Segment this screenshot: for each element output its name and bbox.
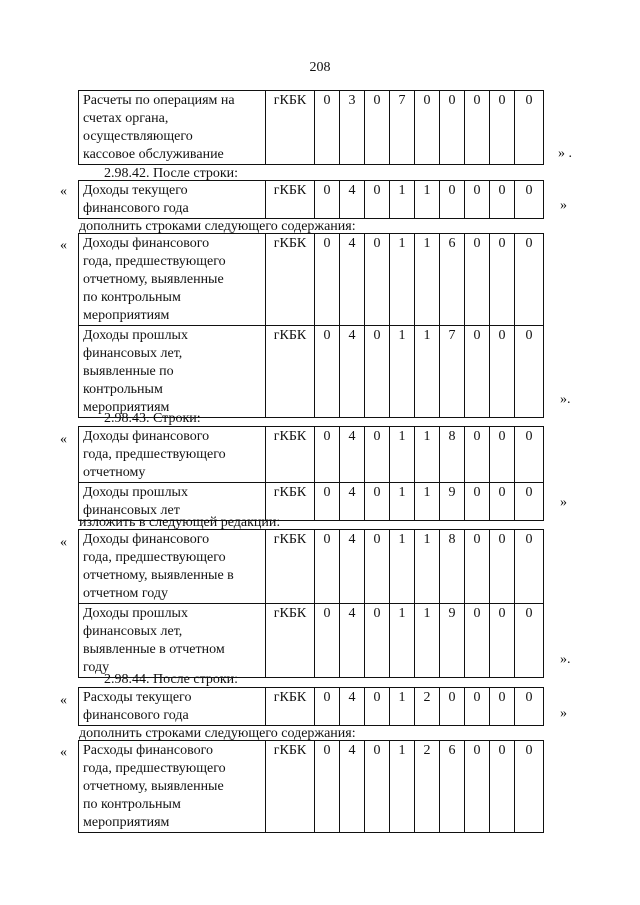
kbk-table-6 [78, 687, 544, 726]
account-name-cell [79, 427, 266, 483]
account-name-line: Доходы финансового [83, 532, 210, 547]
code-digit-cell: 0 [365, 91, 390, 165]
kbk-table-7 [78, 740, 544, 833]
code-digit-cell: 1 [415, 530, 440, 604]
code-type-cell: гКБК [266, 91, 315, 165]
code-digit-cell: 0 [490, 234, 515, 326]
account-name-cell [79, 741, 266, 833]
account-name-cell [79, 91, 266, 165]
account-name-line: мероприятиям [83, 308, 170, 323]
account-name-line: Расходы текущего [83, 690, 192, 705]
account-name-line: финансовых лет, [83, 624, 183, 639]
code-digit-cell: 0 [315, 326, 340, 418]
section-2-98-43: 2.98.43. Строки: [104, 411, 201, 426]
account-name-line: Доходы текущего [83, 183, 188, 198]
code-digit-cell: 1 [390, 234, 415, 326]
code-digit-cell: 0 [515, 234, 544, 326]
page-number: 208 [309, 60, 331, 75]
code-type-cell: гКБК [266, 483, 315, 521]
account-name-line: года, предшествующего [83, 254, 226, 269]
code-digit-cell: 0 [515, 427, 544, 483]
closing-quote: ». [560, 392, 571, 407]
account-name-line: Расходы финансового [83, 743, 214, 758]
code-type-cell: гКБК [266, 326, 315, 418]
code-digit-cell: 0 [490, 91, 515, 165]
code-digit-cell: 4 [340, 688, 365, 726]
opening-quote: « [60, 693, 67, 708]
account-name-line: отчетному, выявленные [83, 779, 224, 794]
code-type-cell: гКБК [266, 688, 315, 726]
code-digit-cell: 0 [490, 181, 515, 219]
code-digit-cell: 0 [440, 181, 465, 219]
code-digit-cell: 0 [515, 91, 544, 165]
code-digit-cell: 0 [315, 530, 340, 604]
account-name-line: Доходы прошлых [83, 328, 188, 343]
code-digit-cell: 0 [490, 741, 515, 833]
code-digit-cell: 8 [440, 530, 465, 604]
code-digit-cell: 0 [315, 483, 340, 521]
opening-quote: « [60, 238, 67, 253]
account-name-line: отчетном году [83, 586, 169, 601]
code-digit-cell: 0 [365, 688, 390, 726]
account-name-line: финансового года [83, 708, 189, 723]
account-name-line: году [83, 660, 110, 675]
closing-quote: » [560, 198, 567, 213]
code-digit-cell: 0 [465, 181, 490, 219]
code-digit-cell: 3 [340, 91, 365, 165]
code-digit-cell: 0 [465, 741, 490, 833]
closing-quote: » . [558, 146, 572, 161]
code-digit-cell: 9 [440, 483, 465, 521]
opening-quote: « [60, 432, 67, 447]
code-digit-cell: 8 [440, 427, 465, 483]
opening-quote: « [60, 745, 67, 760]
code-digit-cell: 0 [365, 741, 390, 833]
account-name-line: года, предшествующего [83, 761, 226, 776]
code-digit-cell: 1 [390, 326, 415, 418]
code-digit-cell: 4 [340, 234, 365, 326]
kbk-table-5 [78, 529, 544, 678]
closing-quote: » [560, 706, 567, 721]
code-digit-cell: 7 [440, 326, 465, 418]
code-type-cell: гКБК [266, 604, 315, 678]
account-name-line: финансовых лет [83, 503, 180, 518]
account-name-line: отчетному [83, 465, 146, 480]
code-digit-cell: 2 [415, 688, 440, 726]
account-name-cell [79, 688, 266, 726]
closing-quote: ». [560, 652, 571, 667]
code-digit-cell: 0 [465, 604, 490, 678]
account-name-cell [79, 326, 266, 418]
code-digit-cell: 0 [490, 326, 515, 418]
kbk-row [79, 427, 544, 483]
account-name-line: по контрольным [83, 797, 181, 812]
code-digit-cell: 4 [340, 530, 365, 604]
code-digit-cell: 1 [390, 604, 415, 678]
code-digit-cell: 1 [390, 427, 415, 483]
code-digit-cell: 0 [365, 326, 390, 418]
edit-instruction: изложить в следующей редакции: [79, 515, 281, 530]
account-name-line: Доходы финансового [83, 429, 210, 444]
code-digit-cell: 4 [340, 326, 365, 418]
code-digit-cell: 0 [515, 483, 544, 521]
account-name-line: мероприятиям [83, 400, 170, 415]
code-digit-cell: 9 [440, 604, 465, 678]
account-name-cell [79, 530, 266, 604]
code-digit-cell: 0 [315, 234, 340, 326]
code-type-cell: гКБК [266, 530, 315, 604]
code-digit-cell: 4 [340, 427, 365, 483]
code-digit-cell: 0 [365, 181, 390, 219]
code-digit-cell: 1 [415, 483, 440, 521]
kbk-table-3 [78, 233, 544, 418]
code-digit-cell: 0 [490, 427, 515, 483]
kbk-row [79, 530, 544, 604]
account-name-line: года, предшествующего [83, 447, 226, 462]
kbk-table-1 [78, 90, 544, 165]
code-digit-cell: 0 [315, 91, 340, 165]
kbk-row [79, 688, 544, 726]
code-digit-cell: 0 [515, 741, 544, 833]
kbk-row [79, 741, 544, 833]
code-digit-cell: 1 [390, 741, 415, 833]
kbk-row [79, 234, 544, 326]
code-digit-cell: 1 [390, 181, 415, 219]
account-name-line: по контрольным [83, 290, 181, 305]
code-digit-cell: 1 [390, 688, 415, 726]
closing-quote: » [560, 495, 567, 510]
code-type-cell: гКБК [266, 427, 315, 483]
code-digit-cell: 0 [315, 181, 340, 219]
code-digit-cell: 4 [340, 741, 365, 833]
code-digit-cell: 0 [315, 604, 340, 678]
code-digit-cell: 2 [415, 741, 440, 833]
code-digit-cell: 0 [440, 688, 465, 726]
code-digit-cell: 1 [415, 427, 440, 483]
kbk-row [79, 604, 544, 678]
code-digit-cell: 1 [415, 181, 440, 219]
add-rows-instruction-2: дополнить строками следующего содержания: [79, 726, 356, 741]
add-rows-instruction: дополнить строками следующего содержания: [79, 219, 356, 234]
code-digit-cell: 1 [390, 530, 415, 604]
code-type-cell: гКБК [266, 181, 315, 219]
kbk-row [79, 91, 544, 165]
account-name-line: Расчеты по операциям на [83, 93, 235, 108]
account-name-line: отчетному, выявленные [83, 272, 224, 287]
account-name-line: контрольным [83, 382, 163, 397]
account-name-line: выявленные в отчетном [83, 642, 225, 657]
account-name-cell [79, 181, 266, 219]
code-digit-cell: 0 [490, 530, 515, 604]
account-name-line: мероприятиям [83, 815, 170, 830]
code-digit-cell: 6 [440, 234, 465, 326]
code-digit-cell: 1 [415, 234, 440, 326]
code-digit-cell: 0 [315, 741, 340, 833]
code-digit-cell: 0 [465, 427, 490, 483]
code-digit-cell: 4 [340, 604, 365, 678]
section-2-98-42: 2.98.42. После строки: [104, 166, 239, 181]
code-digit-cell: 0 [365, 427, 390, 483]
code-digit-cell: 0 [490, 483, 515, 521]
code-digit-cell: 0 [515, 181, 544, 219]
account-name-line: счетах органа, [83, 111, 169, 126]
account-name-line: кассовое обслуживание [83, 147, 224, 162]
code-digit-cell: 0 [465, 688, 490, 726]
account-name-line: выявленные по [83, 364, 174, 379]
code-digit-cell: 6 [440, 741, 465, 833]
code-type-cell: гКБК [266, 741, 315, 833]
code-digit-cell: 0 [365, 604, 390, 678]
code-digit-cell: 0 [515, 530, 544, 604]
kbk-row [79, 326, 544, 418]
code-digit-cell: 1 [390, 483, 415, 521]
code-digit-cell: 0 [515, 688, 544, 726]
code-digit-cell: 1 [415, 326, 440, 418]
code-digit-cell: 0 [465, 483, 490, 521]
code-digit-cell: 0 [465, 234, 490, 326]
section-2-98-44: 2.98.44. После строки: [104, 672, 239, 687]
code-digit-cell: 0 [515, 604, 544, 678]
account-name-line: Доходы прошлых [83, 485, 188, 500]
code-digit-cell: 0 [465, 91, 490, 165]
opening-quote: « [60, 535, 67, 550]
account-name-line: Доходы финансового [83, 236, 210, 251]
account-name-cell [79, 604, 266, 678]
code-digit-cell: 4 [340, 483, 365, 521]
code-digit-cell: 0 [365, 530, 390, 604]
account-name-line: осуществляющего [83, 129, 193, 144]
code-digit-cell: 0 [415, 91, 440, 165]
account-name-line: года, предшествующего [83, 550, 226, 565]
account-name-line: Доходы прошлых [83, 606, 188, 621]
code-digit-cell: 0 [315, 688, 340, 726]
code-digit-cell: 0 [365, 483, 390, 521]
kbk-table-4 [78, 426, 544, 521]
code-digit-cell: 0 [465, 326, 490, 418]
code-digit-cell: 0 [465, 530, 490, 604]
code-digit-cell: 0 [315, 427, 340, 483]
code-digit-cell: 0 [515, 326, 544, 418]
code-digit-cell: 0 [365, 234, 390, 326]
kbk-row [79, 181, 544, 219]
opening-quote: « [60, 184, 67, 199]
code-digit-cell: 0 [440, 91, 465, 165]
code-digit-cell: 7 [390, 91, 415, 165]
code-digit-cell: 0 [490, 688, 515, 726]
account-name-line: финансовых лет, [83, 346, 183, 361]
kbk-table-2 [78, 180, 544, 219]
code-digit-cell: 1 [415, 604, 440, 678]
code-digit-cell: 0 [490, 604, 515, 678]
account-name-cell [79, 234, 266, 326]
account-name-line: финансового года [83, 201, 189, 216]
code-type-cell: гКБК [266, 234, 315, 326]
code-digit-cell: 4 [340, 181, 365, 219]
account-name-line: отчетному, выявленные в [83, 568, 234, 583]
